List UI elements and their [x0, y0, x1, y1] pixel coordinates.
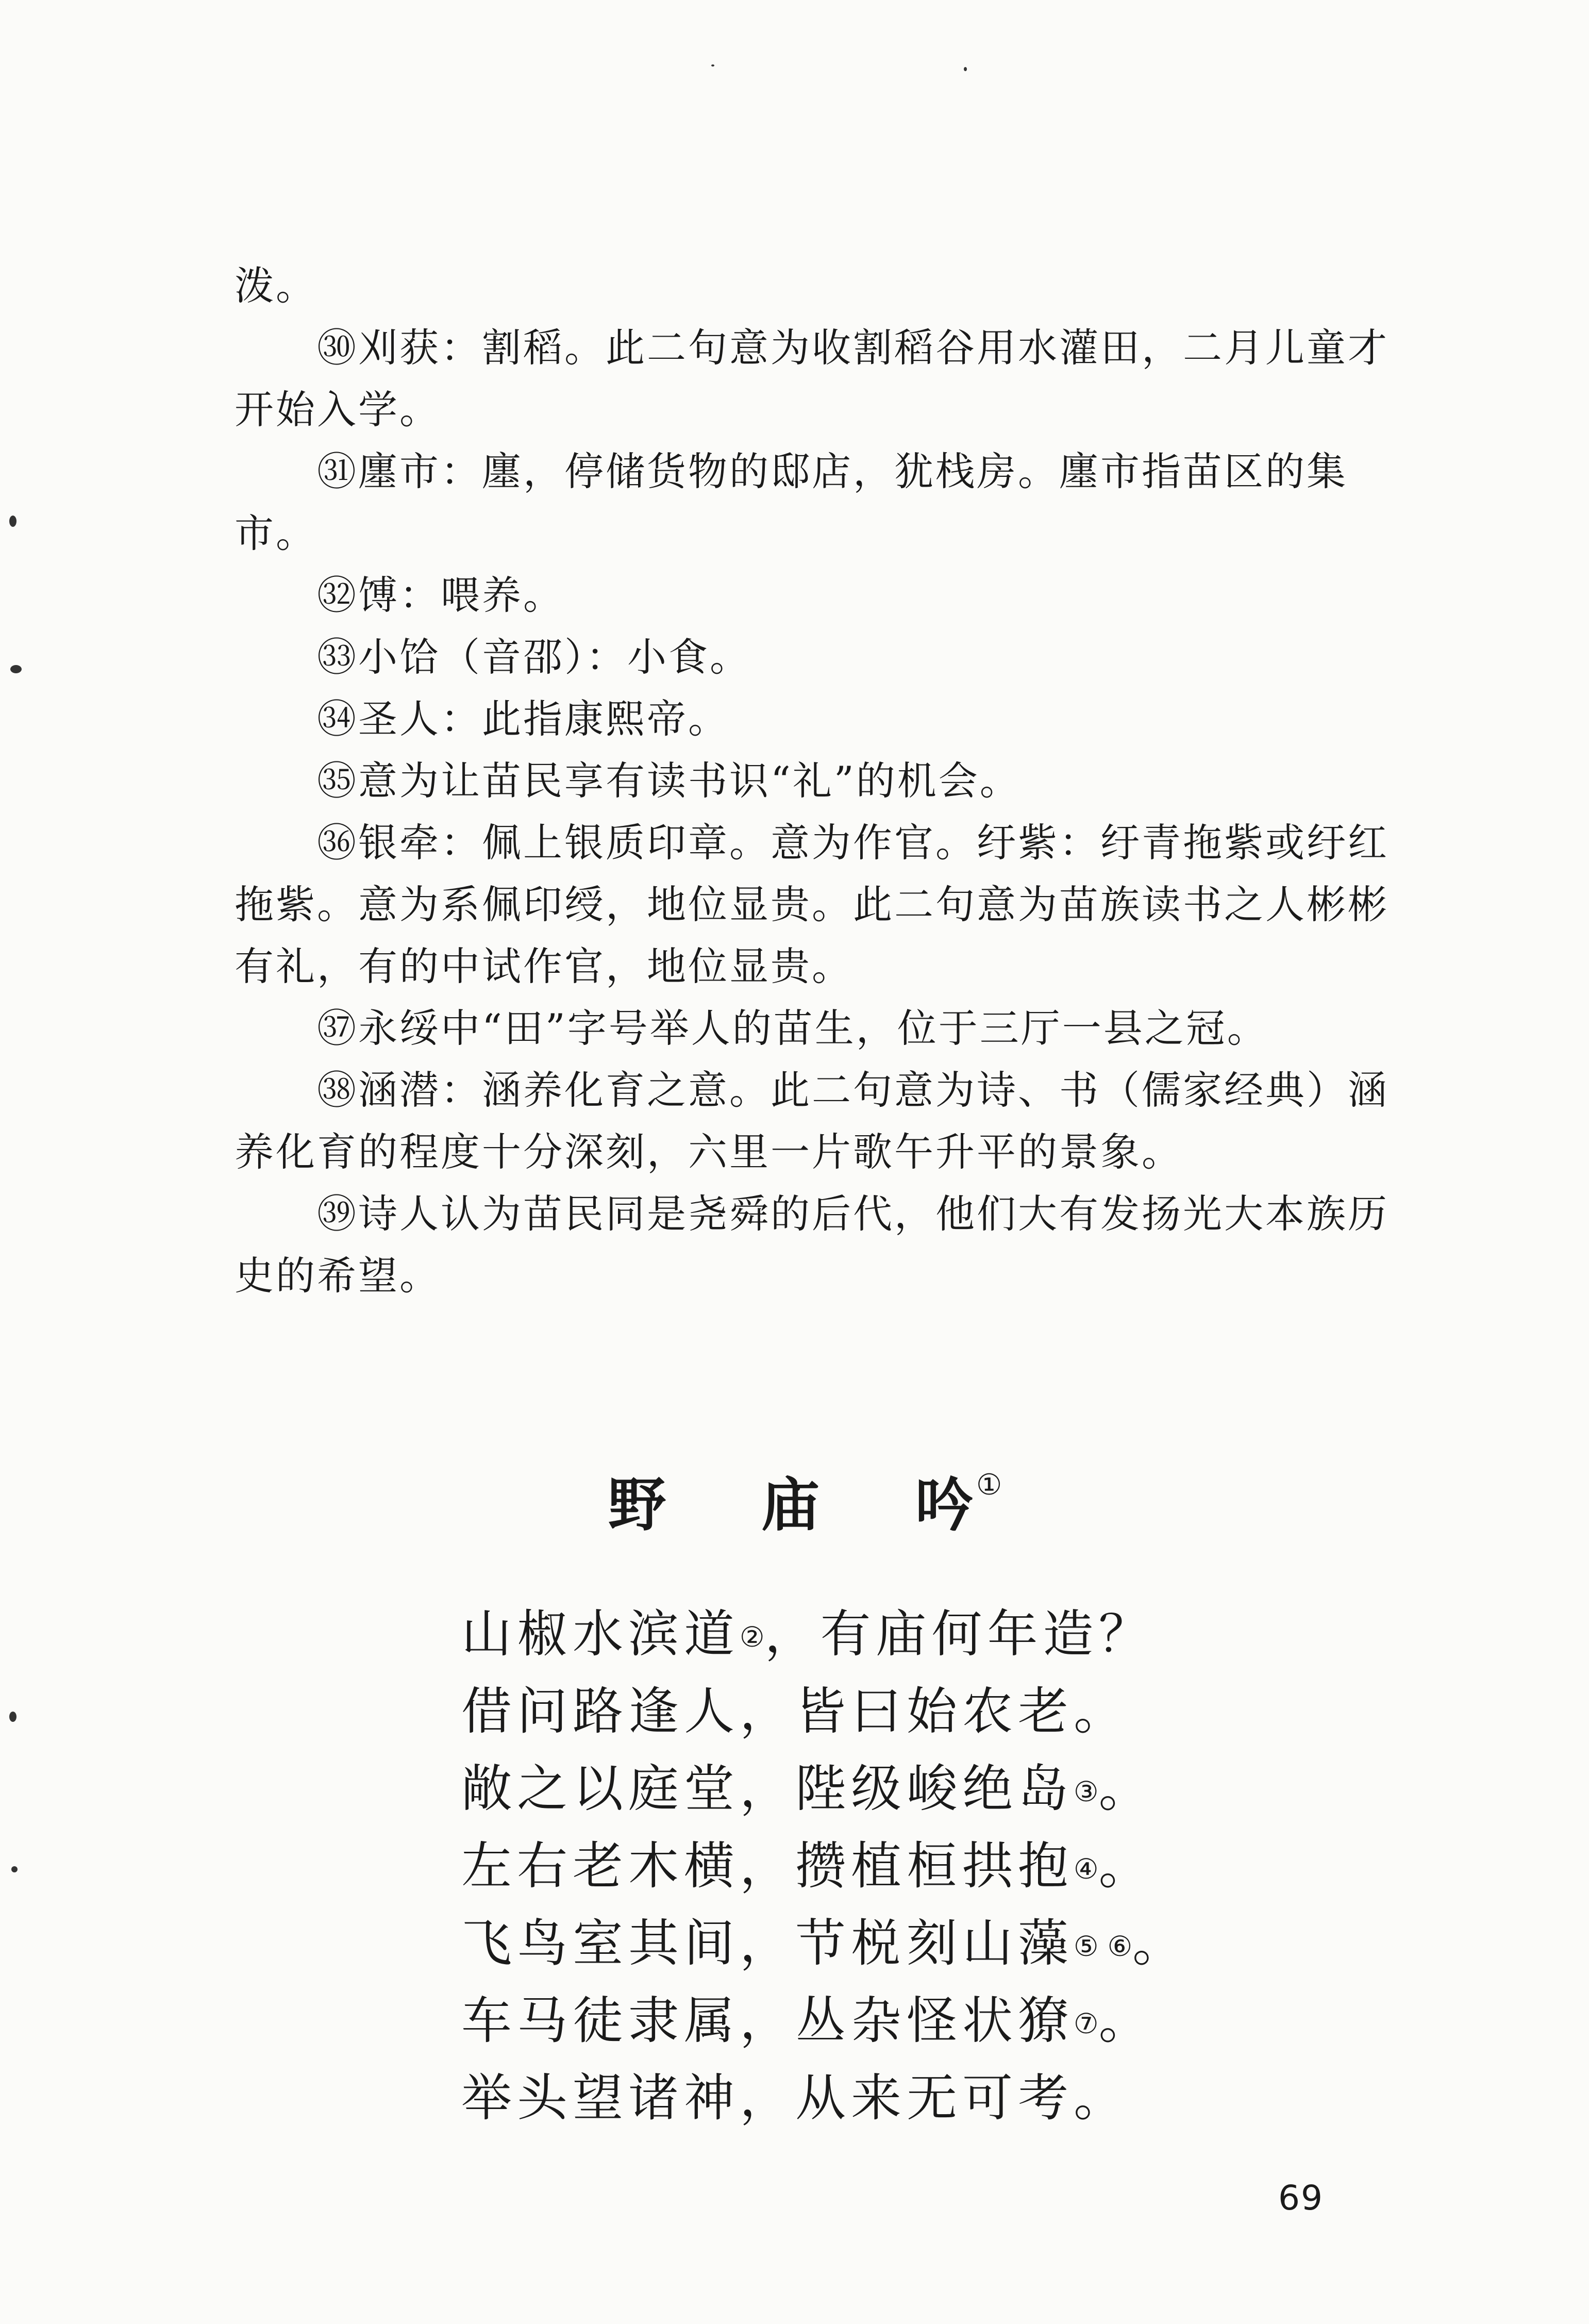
note-30: ㉚刈获：割稻。此二句意为收割稻谷用水灌田，二月儿童才开始入学。	[235, 325, 1389, 433]
footnotes-section	[235, 255, 1420, 1307]
poem-line-text: 飞鸟室其间，节棁刻山藻	[461, 1914, 1074, 1973]
poem-line	[461, 1673, 1337, 1750]
scan-speck	[10, 665, 22, 673]
footnote-mark: ②	[740, 1621, 765, 1653]
note-39: ㊴诗人认为苗民同是尧舜的后代，他们大有发扬光大本族历史的希望。	[235, 1191, 1389, 1299]
poem-line-rest: 。	[1132, 1914, 1189, 1973]
page-number: 69	[1278, 2178, 1324, 2218]
footnote-mark: ⑦	[1074, 2007, 1099, 2040]
scan-speck	[964, 67, 967, 71]
poem-line-text: 举头望诸神，从来无可考。	[461, 2069, 1130, 2128]
poem-line-rest: 。	[1098, 1837, 1155, 1896]
scan-speck	[711, 64, 714, 67]
poem-line-rest: 。	[1098, 1991, 1155, 2050]
note-31: ㉛廛市：廛，停储货物的邸店，犹栈房。廛市指苗区的集市。	[235, 449, 1348, 556]
poem-line	[461, 1905, 1337, 1982]
note-38: ㊳涵潜：涵养化育之意。此二句意为诗、书（儒家经典）涵养化育的程度十分深刻，六里一片歌午升平的景象。	[235, 1067, 1389, 1175]
footnote-mark: ④	[1074, 1853, 1099, 1885]
note-36: ㊱银牵：佩上银质印章。意为作官。纡紫：纡青拖紫或纡红拖紫。意为系佩印绶，地位显贵。此二句意为苗族读书之人彬彬有礼，有的中试作官，地位显贵。	[235, 820, 1389, 989]
poem-line	[461, 1750, 1337, 1828]
poem-line	[461, 2060, 1337, 2137]
scan-speck	[9, 516, 16, 527]
poem-body	[461, 1596, 1337, 2137]
poem-line	[461, 1596, 1337, 1673]
scan-speck	[9, 1712, 16, 1722]
poem-title-char: 吟	[915, 1471, 976, 1539]
note-37: ㊲永绥中“田”字号举人的苗生，位于三厅一县之冠。	[317, 1005, 1268, 1051]
scan-speck	[11, 1866, 18, 1872]
poem-line-text: 借问路逢人，皆曰始农老。	[461, 1682, 1130, 1741]
poem-line	[461, 1828, 1337, 1905]
footnote-mark: ③	[1074, 1775, 1099, 1808]
note-continuation: 泼。	[235, 263, 317, 309]
poem-line-text: 车马徒隶属，丛杂怪状獠	[461, 1991, 1074, 2050]
poem-line-text: 山椒水滨道	[461, 1605, 740, 1664]
poem-line	[461, 1982, 1337, 2060]
poem-line-text: 左右老木横，攒植桓拱抱	[461, 1837, 1074, 1896]
poem-title	[608, 1459, 1072, 1542]
poem-line-rest: 。	[1098, 1759, 1155, 1818]
note-32: ㉜馎：喂养。	[317, 572, 564, 618]
note-35: ㉟意为让苗民享有读书识“礼”的机会。	[317, 758, 1021, 804]
note-33: ㉝小饸（音邵）：小食。	[317, 634, 751, 680]
note-34: ㉞圣人：此指康熙帝。	[317, 696, 729, 742]
poem-title-char: 野	[608, 1471, 669, 1539]
poem-line-text: 敞之以庭堂，陛级峻绝岛	[461, 1759, 1074, 1818]
poem-line-rest: ，有庙何年造？	[764, 1605, 1155, 1664]
poem-title-char: 庙	[762, 1471, 823, 1539]
footnote-mark: ⑤ ⑥	[1074, 1930, 1133, 1963]
poem-title-footnote-mark: ①	[976, 1468, 1006, 1502]
